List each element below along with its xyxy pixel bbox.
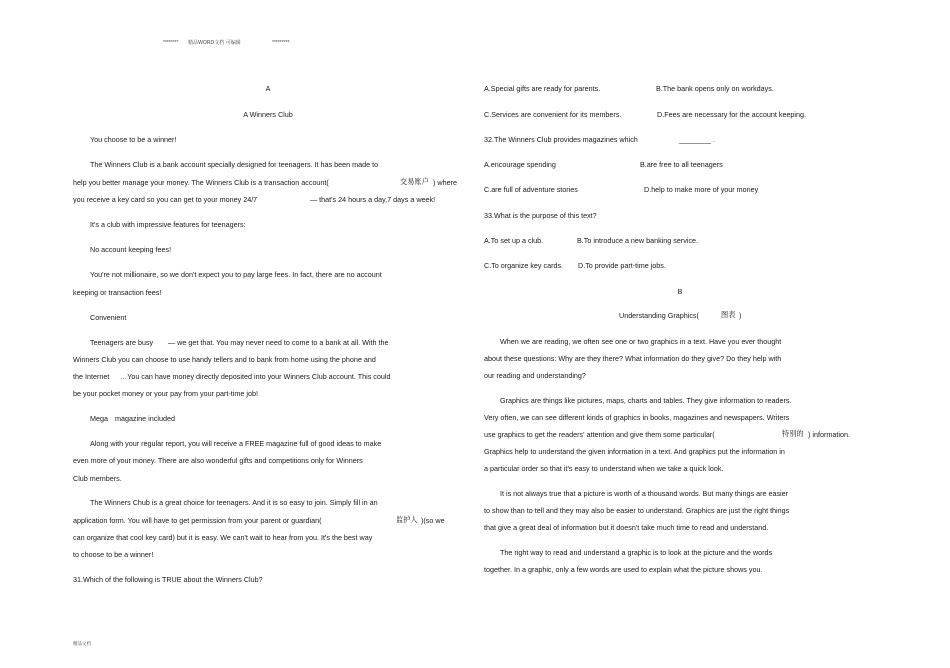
paragraph-line: help you better manage your money. The Winners Club is a transaction account( [73,178,329,187]
paragraph-line: The right way to read and understand a graphic is to look at the picture and the words [500,548,773,557]
paragraph-line: Graphics are things like pictures, maps, charts and tables. They give information to readers. [500,396,792,405]
paragraph-line: Very often, we can see different kinds of graphics in books, magazines and newspapers. Writers [484,413,790,422]
header-stars-right: ********* [272,40,290,46]
option-33-d: D.To provide part-time jobs. [578,261,666,270]
header-stars-left: ******** [163,40,179,46]
cjk-gloss: 特别的 [782,429,804,438]
paragraph-line: ) where [433,178,457,187]
option-32-b: B.are free to all teenagers [640,160,723,169]
cjk-gloss: 图表 [721,310,736,319]
passage-b-title: Understanding Graphics( [619,311,699,320]
paragraph-line: our reading and understanding? [484,371,586,380]
paragraph-line: you receive a key card so you can get to your money 24/7 [73,195,258,204]
paragraph-line: You're not millionaire, so we don't expect you to pay large fees. In fact, there are no account [90,270,382,279]
option-31-d: D.Fees are necessary for the account keeping. [657,110,807,119]
paragraph-line: a particular order so that it's easy to understand when we take a quick look. [484,464,724,473]
paragraph-line: keeping or transaction fees! [73,288,162,297]
feature-heading: magazine included [115,414,175,423]
paragraph-line: application form. You will have to get permission from your parent or guardian( [73,516,322,525]
header-banner: 精品WORD文档 可编辑 [188,40,241,46]
paragraph-line: It's a club with impressive features for teenagers: [90,220,246,229]
paragraph-line: — that's 24 hours a day,7 days a week! [310,195,436,204]
paragraph-line: — we get that. You may never need to come to a bank at all. With the [168,338,389,347]
option-33-b: B.To introduce a new banking service. [577,236,699,245]
paragraph-line: )(so we [421,516,445,525]
paragraph-line: When we are reading, we often see one or two graphics in a text. Have you ever thought [500,337,782,346]
option-31-b: B.The bank opens only on workdays. [656,84,774,93]
paragraph-line: together. In a graphic, only a few words are used to explain what the picture shows you. [484,565,763,574]
paragraph-line: be your pocket money or your pay from your part-time job! [73,389,258,398]
paragraph-line: to choose to be a winner! [73,550,154,559]
paragraph-line: use graphics to get the readers' attention and give them some particular( [484,430,715,439]
cjk-gloss: 监护人 [396,515,418,524]
question-31: 31.Which of the following is TRUE about the Winners Club? [73,575,263,584]
feature-heading: No account keeping fees! [90,245,172,254]
paragraph-line: Along with your regular report, you will receive a FREE magazine full of good ideas to make [90,439,382,448]
section-a-label: A [265,84,271,93]
paragraph-line: Winners Club you can choose to use handy tellers and to bank from home using the phone and [73,355,376,364]
paragraph-line: Teenagers are busy [90,338,154,347]
paragraph-line: Club members. [73,474,122,483]
feature-heading: Mega [90,414,108,423]
paragraph-line: that give a great deal of information but it doesn't take much time to read and understand. [484,523,769,532]
passage-b-title: ) [739,311,742,320]
paragraph-line: to show than to tell and they may also be easier to understand. Graphics are just the right things [484,506,790,515]
paragraph-line: The Winners Chub is a great choice for teenagers. And it is so easy to join. Simply fill in an [90,498,378,507]
option-31-c: C.Services are convenient for its members. [484,110,622,119]
footer-text: 精品文档 [73,642,91,647]
option-33-c: C.To organize key cards. [484,261,564,270]
question-33: 33.What is the purpose of this text? [484,211,597,220]
paragraph-line: ) information. [808,430,850,439]
intro-line: You choose to be a winner! [90,135,177,144]
paragraph-line: can organize that cool key card) but it is easy. We can't wait to hear from you. It's the best way [73,533,373,542]
option-31-a: A.Special gifts are ready for parents. [484,84,601,93]
cjk-gloss: 交易账户 [400,177,429,186]
paragraph-line: the Internet [73,372,110,381]
option-33-a: A.To set up a club. [484,236,544,245]
paragraph-line: The Winners Club is a bank account specially designed for teenagers. It has been made to [90,160,379,169]
feature-heading: Convenient [90,313,127,322]
question-32-blank: ________ . [679,135,715,144]
option-32-a: A.encourage spending [484,160,556,169]
option-32-d: D.help to make more of your money [644,185,759,194]
option-32-c: C.are full of adventure stories [484,185,578,194]
paragraph-line: about these questions: Why are they there? What information do they give? Do they help with [484,354,782,363]
section-b-label: B [677,287,683,296]
paragraph-line: It is not always true that a picture is worth of a thousand words. But many things are easier [500,489,789,498]
paragraph-line: …You can have money directly deposited into your Winners Club account. This could [120,372,391,381]
question-32: 32.The Winners Club provides magazines which [484,135,638,144]
paragraph-line: Graphics help to understand the given information in a text. And graphics put the information in [484,447,785,456]
passage-a-title: A Winners Club [243,110,293,119]
paragraph-line: even more of your money. There are also wonderful gifts and competitions only for Winners [73,456,363,465]
